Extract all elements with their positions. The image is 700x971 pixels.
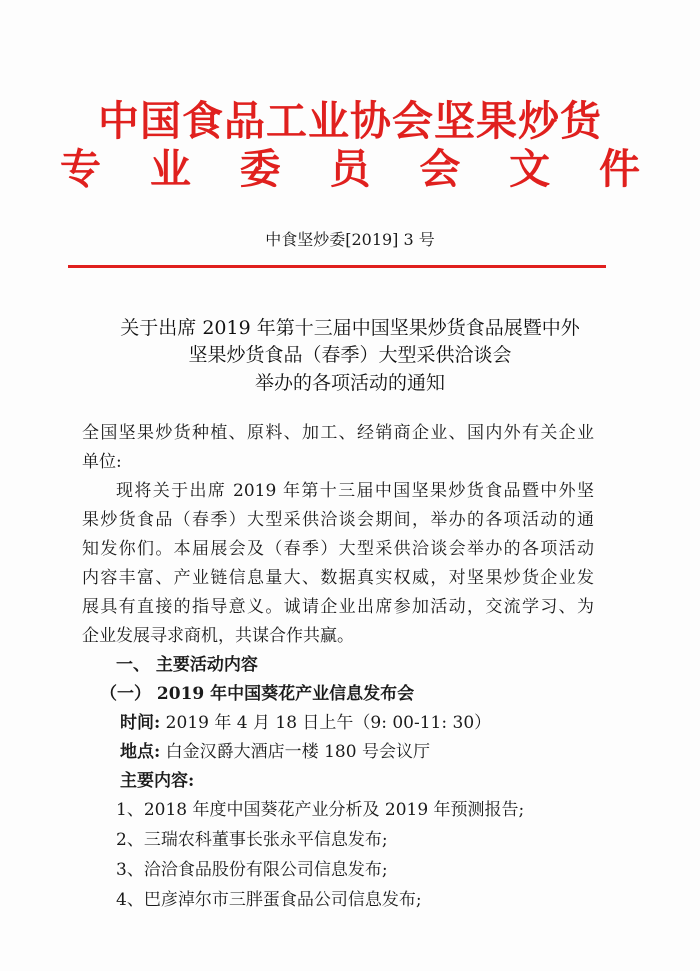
content-item-2: 2、三瑞农科董事长张永平信息发布; <box>116 830 388 850</box>
body-line-6: 企业发展寻求商机，共谋合作共赢。 <box>82 626 354 646</box>
notice-title-line-1: 关于出席 2019 年第十三届中国坚果炒货食品展暨中外 <box>120 317 580 339</box>
body-line-1: 现将关于出席 2019 年第十三届中国坚果炒货食品暨中外坚 <box>116 481 594 501</box>
place-row <box>120 739 430 765</box>
addressee-line-1: 全国坚果炒货种植、原料、加工、经销商企业、国内外有关企业 <box>82 423 594 443</box>
header-org-name: 中国食品工业协会坚果炒货 <box>98 97 602 145</box>
time-value: 2019 年 4 月 18 日上午（9: 00-11: 30） <box>160 713 492 733</box>
item-1-heading: （一） 2019 年中国葵花产业信息发布会 <box>100 684 415 704</box>
body-line-4: 内容丰富、产业链信息量大、数据真实权威，对坚果炒货企业发 <box>82 568 594 588</box>
place-value: 白金汉爵大酒店一楼 180 号会议厅 <box>160 742 430 762</box>
header-doc-type: 专业委员会文件 <box>60 145 640 193</box>
document-number: 中食坚炒委[2019] 3 号 <box>265 230 435 249</box>
section-1-heading: 一、 主要活动内容 <box>116 655 258 675</box>
notice-title-line-3: 举办的各项活动的通知 <box>254 372 445 394</box>
notice-title-line-2: 坚果炒货食品（春季）大型采供洽谈会 <box>188 344 512 366</box>
place-label: 地点: <box>120 742 161 762</box>
header-divider <box>68 265 606 268</box>
body-line-2: 果炒货食品（春季）大型采供洽谈会期间，举办的各项活动的通 <box>82 510 594 530</box>
body-line-5: 展具有直接的指导意义。诚请企业出席参加活动，交流学习、为 <box>82 597 594 617</box>
time-row <box>120 710 491 736</box>
body-line-3: 知发你们。本届展会及（春季）大型采供洽谈会举办的各项活动 <box>82 539 594 559</box>
addressee-line-2: 单位: <box>82 452 122 472</box>
content-label: 主要内容: <box>120 771 195 791</box>
content-item-4: 4、巴彦淖尔市三胖蛋食品公司信息发布; <box>116 890 422 910</box>
content-item-3: 3、洽洽食品股份有限公司信息发布; <box>116 860 388 880</box>
time-label: 时间: <box>120 713 161 733</box>
content-item-1: 1、2018 年度中国葵花产业分析及 2019 年预测报告; <box>116 800 525 820</box>
